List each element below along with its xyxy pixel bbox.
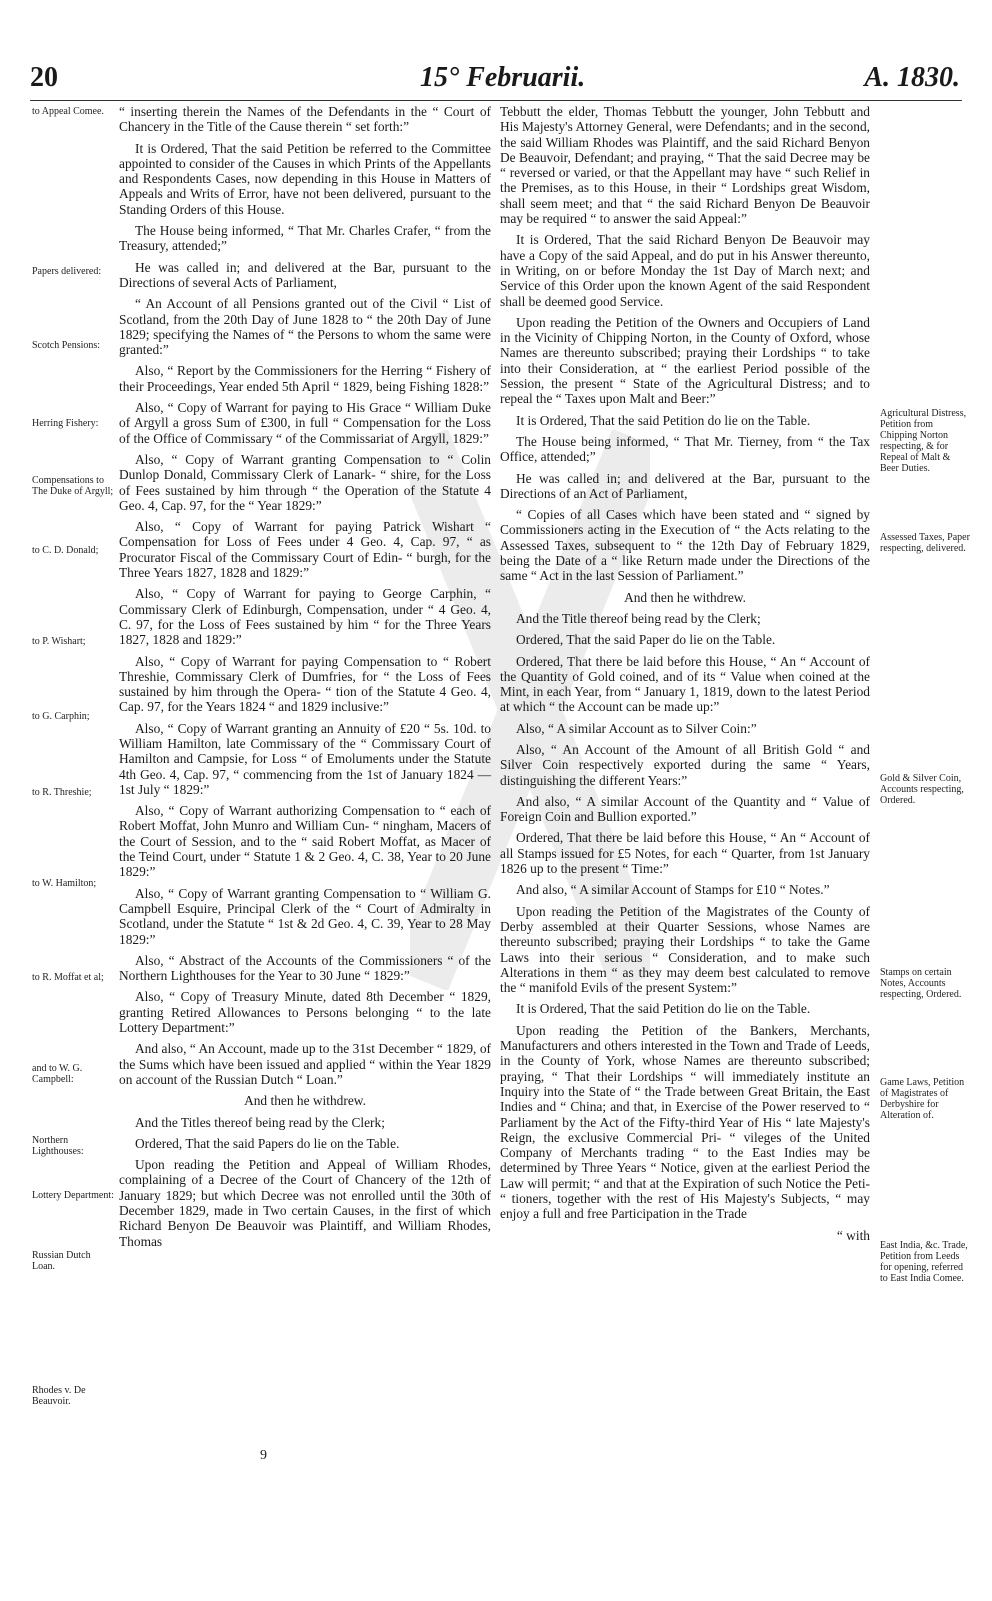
paragraph: It is Ordered, That the said Petition do lie on the Table. (516, 1001, 811, 1017)
margin-note: Russian Dutch Loan. (32, 1250, 91, 1272)
paragraph: Tebbutt the elder, Thomas Tebbutt the younger, John Tebbutt and His Majesty's Attorney General, were Defendants; and in the second, the said William Rhodes was Plaintiff, and the said Richard Benyon De Beauvoir, Defendant; and praying, “ That the said Decree may be “ reversed or varied, or that the Appellant may have “ such Relief in the Premises, as to this House, in their “ Lordships great Wisdom, shall seem meet; and that “ the said Richard Benyon De Beauvoir may be required “ to answer the said Appeal:” (500, 104, 870, 227)
paragraph: Upon reading the Petition of the Magistrates of the County of Derby assembled at their Quarter Sessions, whose Names are thereunto subscribed; praying their Lordships “ to take the Game Laws into their serious “ Consideration, and to make such Alterations in them “ as they may deem best calculated to remove the “ manifold Evils of the present System:” (500, 903, 870, 996)
paragraph: Also, “ Copy of Warrant for paying Patrick Wishart “ Compensation for Loss of Fees under 4 Geo. 4, Cap. 97, “ as Procurator Fiscal of the Commissary Court of Edin- “ burgh, for the Three Years 1827, 1828 and 1829:” (119, 519, 491, 581)
paragraph: And also, “ An Account, made up to the 31st December “ 1829, of the Sums which have been issued and applied “ within the Year 1829 on account of the Russian Dutch “ Loan.” (119, 1041, 491, 1087)
paragraph: Upon reading the Petition and Appeal of William Rhodes, complaining of a Decree of the Court of Chancery of the 12th of January 1829; but which Decree was not enrolled until the 30th of December 1829, made in Two certain Causes, in the first of which Richard Benyon De Beauvoir was Plaintiff, and William Rhodes, Thomas (119, 1157, 491, 1249)
paragraph: Also, “ Abstract of the Accounts of the Commissioners “ of the Northern Lighthouses for the Year to 30 June “ 1829:” (119, 952, 491, 984)
paragraph: And also, “ A similar Account of the Quantity and “ Value of Foreign Coin and Bullion exported.” (500, 793, 870, 825)
paragraph: Also, “ Copy of Warrant granting Compensation to “ Colin Dunlop Donald, Commissary Clerk of Lanark- “ shire, for the Loss of Fees sustained by him through “ the Operation of the Statute 4 Geo. 4, Cap. 97, for the “ Year 1829:” (119, 451, 491, 513)
page-header (0, 62, 992, 98)
margin-note: Agricultural Distress, Petition from Chipping Norton respecting, & for Repeal of Malt & Beer Duties. (880, 408, 967, 474)
margin-note: Game Laws, Petition of Magistrates of Derbyshire for Alteration of. (880, 1077, 965, 1121)
paragraph: Also, “ Copy of Warrant granting an Annuity of £20 “ 5s. 10d. to William Hamilton, late Commissary of the “ Commissary Court of Hamilton and Campsie, for Loss “ of Emoluments under the Statute 4th Geo. 4, Cap. 97, “ commencing from the 1st of January 1824 — 1st July “ 1829:” (119, 720, 491, 797)
paragraph: Also, “ Copy of Warrant authorizing Compensation to “ each of Robert Moffat, John Munro and William Cun- “ ningham, Macers of the Court of Session, and to the “ said Robert Moffat, as Macer of the Teind Court, under “ Statute 1 & 2 Geo. 4, C. 38, Year to 20 June 1829:” (119, 803, 491, 880)
paragraph: It is Ordered, That the said Petition do lie on the Table. (516, 412, 811, 428)
paragraph: Upon reading the Petition of the Bankers, Merchants, Manufacturers and others interested in the Town and Trade of Leeds, in the County of York, whose Names are thereunto subscribed; praying, “ That their Lordships “ will immediately institute an Inquiry into the State of “ the Trade between Great Britain, the East Indies and “ China; and that, in Exercise of the Power reserved to “ Parliament by the Act of the Fifty-third Year of His “ late Majesty's Reign, the exclusive Commercial Pri- “ vileges of the United Company of Merchants trading “ to the East Indies may be determined by Three Years “ Notice, given at the earliest Period the Law will permit; “ and that at the Expiration of such Notice the Peti- “ tioners, together with the rest of His Majesty's Subjects, “ may enjoy a full and free Participation in the Trade (500, 1022, 870, 1222)
paragraph: Also, “ Copy of Treasury Minute, dated 8th December “ 1829, granting Retired Allowances to Persons belonging “ to the late Lottery Department:” (119, 989, 491, 1036)
paragraph: “ An Account of all Pensions granted out of the Civil “ List of Scotland, from the 20th Day of June 1828 to “ the 20th Day of June 1829; specifying the Names of “ the Persons to whom the same were granted:” (119, 296, 491, 358)
paragraph: Also, “ An Account of the Amount of all British Gold “ and Silver Coin respectively exported during the same “ Years, distinguishing the different Years:” (500, 741, 870, 788)
paragraph: And the Titles thereof being read by the Clerk; (135, 1114, 385, 1130)
paragraph: Also, “ Copy of Warrant for paying Compensation to “ Robert Threshie, Commissary Clerk of Dumfries, for “ the Loss of Fees sustained by him through the Opera- “ tion of the Statute 4 Geo. 4, Cap. 97, for the Years 1824 “ and 1829 inclusive:” (119, 653, 491, 715)
paragraph: And then he withdrew. (624, 589, 746, 605)
margin-note: to R. Threshie; (32, 787, 92, 798)
page-year: A. 1830. (864, 62, 960, 93)
paragraph: Also, “ Report by the Commissioners for the Herring “ Fishery of their Proceedings, Year ended 5th April “ 1829, being Fishing 1828:” (119, 363, 491, 394)
margin-note: to W. Hamilton; (32, 878, 97, 889)
margin-note: to R. Moffat et al; (32, 972, 104, 983)
paragraph: The House being informed, “ That Mr. Charles Crafer, “ from the Treasury, attended;” (119, 223, 491, 254)
paragraph: It is Ordered, That the said Petition be referred to the Committee appointed to consider of the Causes in which Prints of the Appellants and Respondents Cases, now depending in this House in Matters of Appeals and Writs of Error, have not been delivered, pursuant to the Standing Orders of this House. (119, 140, 491, 217)
margin-note: Lottery Department: (32, 1190, 114, 1201)
margin-note: Northern Lighthouses: (32, 1135, 84, 1157)
margin-note: to P. Wishart; (32, 636, 86, 647)
margin-note: East India, &c. Trade, Petition from Leeds for opening, referred to East India Comee. (880, 1240, 968, 1284)
margin-note: to G. Carphin; (32, 711, 90, 722)
margin-note: Rhodes v. De Beauvoir. (32, 1385, 86, 1407)
margin-note: to C. D. Donald; (32, 545, 99, 556)
paragraph: Also, “ Copy of Warrant for paying to George Carphin, “ Commissary Clerk of Edinburgh, Compensation, under “ 4 Geo. 4, C. 97, for the Loss of Fees sustained by him “ for the Three Years 1827, 1828 and 1829:” (119, 586, 491, 648)
catchword: “ with (836, 1227, 870, 1243)
margin-note: Papers delivered: (32, 266, 102, 277)
margin-note: Assessed Taxes, Paper respecting, delivered. (880, 532, 970, 554)
paragraph: Also, “ Copy of Warrant for paying to His Grace “ William Duke of Argyll a gross Sum of £300, in full “ Compensation for the Loss of the Office of Commissary “ of the Commissariat of Argyll, 1829:” (119, 400, 491, 446)
paragraph: And then he withdrew. (244, 1093, 366, 1109)
margin-note: Stamps on certain Notes, Accounts respecting, Ordered. (880, 967, 962, 1000)
paragraph: Also, “ Copy of Warrant granting Compensation to “ William G. Campbell Esquire, Principal Clerk of the “ Court of Admiralty in Scotland, under the Statute “ 1st & 2d Geo. 4, C. 39, Year to 28 May 1829:” (119, 885, 491, 947)
margin-note: Compensations to The Duke of Argyll; (32, 475, 114, 497)
paragraph: Ordered, That there be laid before this House, “ An “ Account of all Stamps issued for £5 Notes, for each “ Quarter, from 1st January 1826 up to the present “ Time:” (500, 830, 870, 877)
paragraph: Ordered, That the said Papers do lie on the Table. (135, 1135, 400, 1151)
paragraph: He was called in; and delivered at the Bar, pursuant to the Directions of an Act of Parliament, (500, 470, 870, 501)
right-column (500, 104, 870, 1249)
paragraph: Ordered, That there be laid before this House, “ An “ Account of the Quantity of Gold coined, and of its “ Value when coined at the Mint, in each Year, from “ January 1, 1819, down to the latest Period at which “ the Account can be made up:” (500, 653, 870, 715)
paragraph: He was called in; and delivered at the Bar, pursuant to the Directions of several Acts of Parliament, (119, 259, 491, 290)
paragraph: Also, “ A similar Account as to Silver Coin:” (516, 720, 757, 736)
margin-note: Scotch Pensions: (32, 340, 101, 351)
page-number: 20 (30, 62, 58, 93)
paragraph: Upon reading the Petition of the Owners and Occupiers of Land in the Vicinity of Chipping Norton, in the County of Oxford, whose Names are thereunto subscribed; praying their Lordships “ to take into their Consideration, at “ the earliest Period possible of the Session, the present “ State of the Agricultural Distress; and to repeal the “ Taxes upon Malt and Beer:” (500, 314, 870, 407)
margin-note: Herring Fishery: (32, 418, 99, 429)
margin-note: to Appeal Comee. (32, 106, 104, 117)
paragraph: “ inserting therein the Names of the Defendants in the “ Court of Chancery in the Title of the Cause therein “ set forth:” (119, 104, 491, 135)
margin-note: and to W. G. Campbell: (32, 1063, 83, 1085)
paragraph: It is Ordered, That the said Richard Benyon De Beauvoir may have a Copy of the said Appeal, and do put in his Answer thereunto, in Writing, on or before Monday the 1st Day of March next; and Service of this Order upon the known Agent of the said Respondent shall be deemed good Service. (500, 232, 870, 309)
paragraph: “ Copies of all Cases which have been stated and “ signed by Commissioners acting in the Execution of “ the Acts relating to the Assessed Taxes, subsequent to “ the 12th Day of February 1829, being the Date of a “ like Return made under the Directions of the same “ Act in the last Session of Parliament.” (500, 507, 870, 584)
paragraph: And the Title thereof being read by the Clerk; (516, 610, 761, 626)
left-column (119, 104, 491, 1255)
signature-mark: 9 (260, 1448, 267, 1463)
page-date: 15° Februarii. (420, 62, 586, 93)
paragraph: Ordered, That the said Paper do lie on the Table. (516, 632, 776, 648)
header-rule (30, 100, 962, 101)
margin-note: Gold & Silver Coin, Accounts respecting, Ordered. (880, 773, 964, 806)
paragraph: The House being informed, “ That Mr. Tierney, from “ the Tax Office, attended;” (500, 433, 870, 465)
paragraph: And also, “ A similar Account of Stamps for £10 “ Notes.” (516, 882, 830, 898)
